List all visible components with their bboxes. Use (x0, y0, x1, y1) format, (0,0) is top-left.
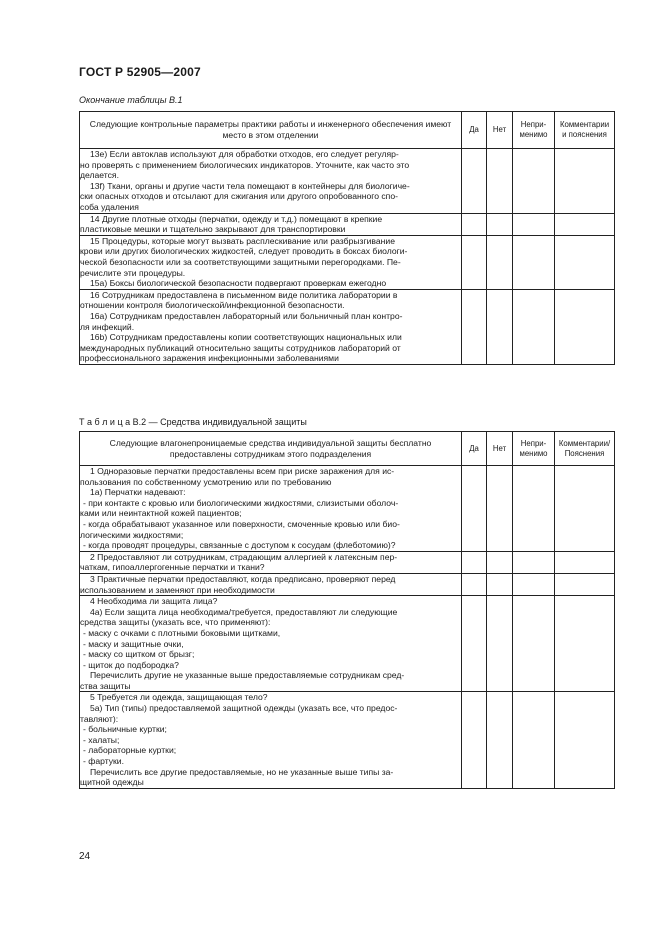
row-description (80, 466, 462, 552)
yes-cell[interactable] (462, 573, 487, 595)
col-header-yes: Да (462, 432, 487, 466)
no-cell[interactable] (487, 235, 513, 289)
yes-cell[interactable] (462, 213, 487, 235)
col-header-comments-line: и пояснения (562, 130, 607, 139)
row-description (80, 289, 462, 364)
col-header-comments-line: Комментарии (559, 120, 610, 129)
row-text-line: ля инфекций. (80, 321, 135, 332)
row-text-line: 1а) Перчатки надевают: (90, 487, 186, 498)
table-row (80, 573, 615, 595)
not-applicable-cell[interactable] (513, 289, 555, 364)
comments-cell[interactable] (555, 213, 615, 235)
col-header-na-line: менимо (519, 130, 548, 139)
col-header-comments (555, 112, 615, 149)
row-text-line: средства защиты (указать все, что применяют): (80, 617, 271, 628)
row-text-line: 16 Сотрудникам предоставлена в письменном виде политика лаборатории в (90, 289, 398, 300)
comments-cell[interactable] (555, 573, 615, 595)
row-text-line: 5 Требуется ли одежда, защищающая тело? (90, 692, 268, 703)
col-header-not-applicable (513, 432, 555, 466)
row-text-line: международных публикаций относительно защиты сотрудников лабораторий от (80, 342, 401, 353)
row-text-line: соба удаления (80, 201, 139, 212)
comments-cell[interactable] (555, 692, 615, 788)
comments-cell[interactable] (555, 289, 615, 364)
row-text-line: крови или других биологических жидкостей, следует проводить в боксах биологи- (80, 246, 408, 257)
row-text-line: - маску и защитные очки, (83, 638, 184, 649)
col-header-comments-line: Комментарии/ (558, 438, 611, 448)
row-text-line: 3 Практичные перчатки предоставляют, когда предписано, проверяют перед (90, 573, 396, 584)
row-text-line: отношении контроля биологической/инфекционной безопасности. (80, 300, 345, 311)
no-cell[interactable] (487, 289, 513, 364)
row-text-line: - халаты; (83, 734, 120, 745)
row-text-line: тавляют): (80, 713, 119, 724)
yes-cell[interactable] (462, 466, 487, 552)
row-text-line: ками или неинтактной кожей пациентов; (80, 508, 242, 519)
row-text-line: - больничные куртки; (83, 724, 167, 735)
row-text-line: 13f) Ткани, органы и другие части тела помещают в контейнеры для биологиче- (90, 180, 410, 191)
col-header-na-line: менимо (519, 448, 548, 458)
comments-cell[interactable] (555, 235, 615, 289)
comments-cell[interactable] (555, 149, 615, 214)
no-cell[interactable] (487, 466, 513, 552)
table-row (80, 213, 615, 235)
row-text-line: Перечислить другие не указанные выше предоставляемые сотрудникам сред- (90, 670, 405, 681)
not-applicable-cell[interactable] (513, 551, 555, 573)
comments-cell[interactable] (555, 596, 615, 692)
yes-cell[interactable] (462, 149, 487, 214)
row-text-line: речислите эти процедуры. (80, 267, 186, 278)
table-b2 (79, 431, 615, 789)
table-row (80, 466, 615, 552)
row-text-line: но проверять с применением биологических индикаторов. Уточните, как часто это (80, 159, 410, 170)
col-header-yes: Да (462, 112, 487, 149)
row-text-line: щитной одежды (80, 777, 144, 788)
no-cell[interactable] (487, 149, 513, 214)
col-header-comments (555, 432, 615, 466)
not-applicable-cell[interactable] (513, 149, 555, 214)
row-text-line: чаткам, гипоаллергогенные перчатки и ткани? (80, 562, 265, 573)
row-text-line: пластиковые мешки и тщательно закрывают для транспортировки (80, 224, 346, 235)
row-text-line: 14 Другие плотные отходы (перчатки, одежду и т.д.) помещают в крепкие (90, 213, 383, 224)
row-text-line: 5а) Тип (типы) предоставляемой защитной одежды (указать все, что предос- (90, 703, 398, 714)
no-cell[interactable] (487, 213, 513, 235)
no-cell[interactable] (487, 692, 513, 788)
col-header-description: Следующие влагонепроницаемые средства индивидуальной защиты бесплатно предоставлены сотрудникам этого подразделения (80, 432, 462, 466)
yes-cell[interactable] (462, 289, 487, 364)
row-text-line: 2 Предоставляют ли сотрудникам, страдающим аллергией к латексным пер- (90, 551, 398, 562)
col-header-no: Нет (487, 432, 513, 466)
table-row (80, 289, 615, 364)
row-description (80, 692, 462, 788)
row-text-line: - маску с очками с плотными боковыми щитками, (83, 627, 281, 638)
table-row (80, 692, 615, 788)
row-description (80, 596, 462, 692)
row-text-line: - при контакте с кровью или биологическими жидкостями, слизистыми оболоч- (83, 497, 399, 508)
row-text-line: - когда обрабатывают указанное или поверхности, смоченные кровью или био- (83, 518, 400, 529)
col-header-comments-line: Пояснения (564, 448, 605, 458)
table1-caption: Окончание таблицы В.1 (79, 95, 183, 105)
col-header-description: Следующие контрольные параметры практики работы и инженерного обеспечения имеют место в этом отделении (80, 112, 462, 149)
row-text-line: 13e) Если автоклав используют для обработки отходов, его следует регуляр- (90, 149, 399, 159)
row-text-line: 16b) Сотрудникам предоставлены копии соответствующих национальных или (90, 332, 402, 343)
row-text-line: логическими жидкостями; (80, 529, 184, 540)
no-cell[interactable] (487, 596, 513, 692)
not-applicable-cell[interactable] (513, 235, 555, 289)
row-text-line: 1 Одноразовые перчатки предоставлены всем при риске заражения для ис- (90, 466, 395, 476)
row-text-line: - когда проводят процедуры, связанные с доступом к сосудам (флеботомию)? (83, 540, 396, 551)
table-row (80, 551, 615, 573)
row-description (80, 551, 462, 573)
col-header-not-applicable (513, 112, 555, 149)
row-text-line: делается. (80, 170, 119, 181)
not-applicable-cell[interactable] (513, 596, 555, 692)
row-text-line: - лабораторные куртки; (83, 745, 177, 756)
row-text-line: 15 Процедуры, которые могут вызвать расплескивание или разбрызгивание (90, 235, 395, 246)
not-applicable-cell[interactable] (513, 213, 555, 235)
not-applicable-cell[interactable] (513, 466, 555, 552)
yes-cell[interactable] (462, 692, 487, 788)
comments-cell[interactable] (555, 551, 615, 573)
no-cell[interactable] (487, 551, 513, 573)
row-description (80, 235, 462, 289)
table-header-row (80, 432, 615, 466)
table2-caption: Т а б л и ц а В.2 — Средства индивидуальной защиты (79, 417, 307, 427)
row-text-line: 16а) Сотрудникам предоставлен лабораторный или больничный план контро- (90, 310, 403, 321)
row-text-line: ческой безопасности или за соответствующими защитными перегородками. Пе- (80, 256, 401, 267)
row-text-line: пользования по собственному усмотрению или по требованию (80, 476, 332, 487)
comments-cell[interactable] (555, 466, 615, 552)
row-text-line: Перечислить все другие предоставляемые, но не указанные выше типы за- (90, 766, 394, 777)
row-description (80, 213, 462, 235)
col-header-no: Нет (487, 112, 513, 149)
yes-cell[interactable] (462, 596, 487, 692)
row-text-line: - фартуки. (83, 756, 124, 767)
no-cell[interactable] (487, 573, 513, 595)
table-row (80, 149, 615, 214)
table-b1 (79, 111, 615, 365)
row-text-line: 15а) Боксы биологической безопасности подвергают проверкам ежегодно (90, 278, 387, 289)
not-applicable-cell[interactable] (513, 573, 555, 595)
table-header-row (80, 112, 615, 149)
row-text-line: - щиток до подбородка? (83, 659, 179, 670)
yes-cell[interactable] (462, 235, 487, 289)
row-text-line: 4а) Если защита лица необходима/требуется, предоставляют ли следующие (90, 606, 398, 617)
table-row (80, 596, 615, 692)
page-number: 24 (79, 851, 91, 862)
row-description (80, 573, 462, 595)
row-description (80, 149, 462, 214)
row-text-line: - маску со щитком от брызг; (83, 649, 195, 660)
row-text-line: профессионального заражения инфекционными заболеваниями (80, 353, 339, 364)
row-text-line: 4 Необходима ли защита лица? (90, 596, 218, 607)
col-header-na-line: Непри- (520, 120, 547, 129)
col-header-na-line: Непри- (520, 438, 547, 448)
not-applicable-cell[interactable] (513, 692, 555, 788)
yes-cell[interactable] (462, 551, 487, 573)
row-text-line: использованием и заменяют при необходимости (80, 584, 275, 595)
row-text-line: ства защиты (80, 680, 131, 691)
document-title: ГОСТ Р 52905—2007 (79, 65, 201, 79)
table-row (80, 235, 615, 289)
row-text-line: ски опасных отходов и отсылают для сжигания или другого опробованного спо- (80, 191, 398, 202)
